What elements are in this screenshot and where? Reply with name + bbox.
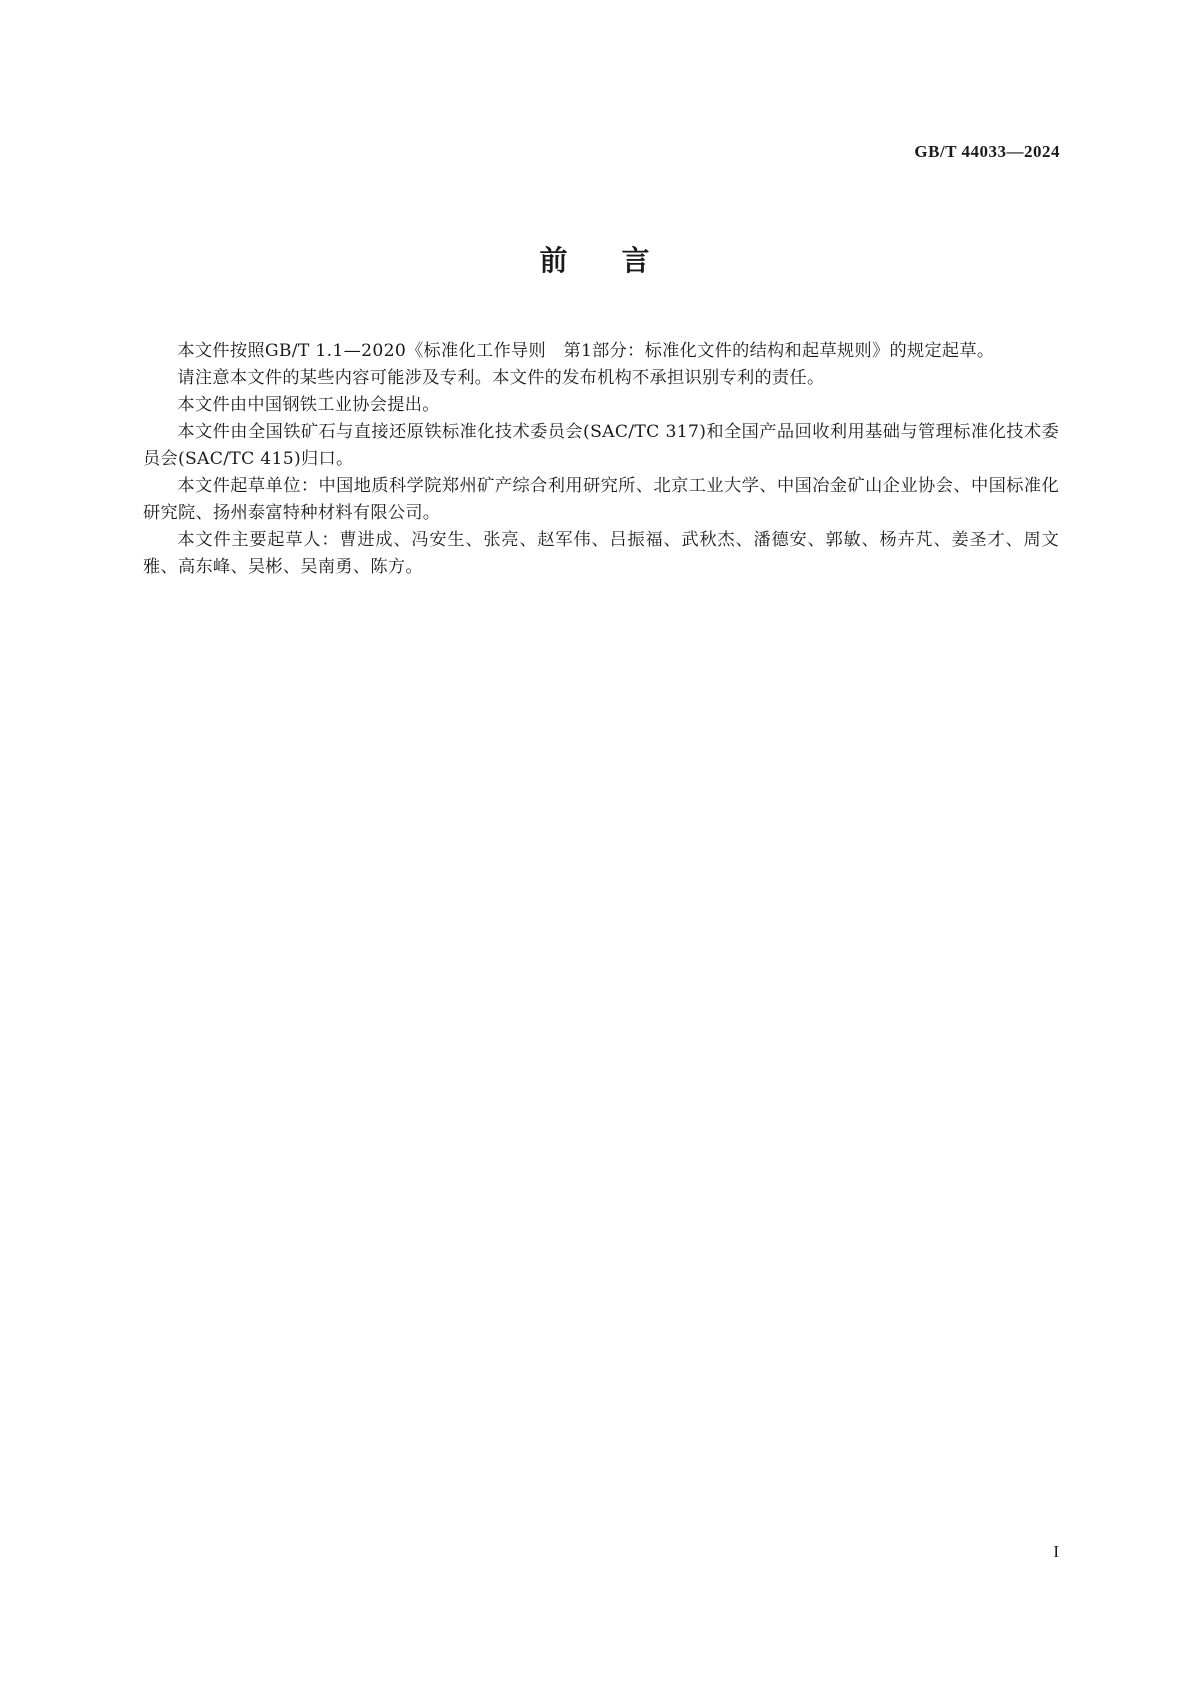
paragraph-proposer: 本文件由中国钢铁工业协会提出。 [177, 395, 440, 415]
foreword-body [143, 338, 1059, 581]
title-char-2: 言 [621, 244, 652, 277]
standard-number: GB/T 44033—2024 [914, 142, 1060, 161]
paragraph-technical-committee: 本文件由全国铁矿石与直接还原铁标准化技术委员会(SAC/TC 317)和全国产品回收利用基础与管理标准化技术委员会(SAC/TC 415)归口。 [143, 422, 1059, 469]
paragraph-patent-notice: 请注意本文件的某些内容可能涉及专利。本文件的发布机构不承担识别专利的责任。 [177, 368, 825, 388]
page-number: I [1053, 1542, 1059, 1561]
paragraph-drafting-units: 本文件起草单位：中国地质科学院郑州矿产综合利用研究所、北京工业大学、中国冶金矿山企业协会、中国标准化研究院、扬州泰富特种材料有限公司。 [143, 476, 1059, 523]
paragraph-drafters: 本文件主要起草人：曹进成、冯安生、张亮、赵军伟、吕振福、武秋杰、潘德安、郭敏、杨卉芃、姜圣才、周文雅、高东峰、吴彬、吴南勇、陈方。 [143, 530, 1059, 577]
page-title [0, 243, 1191, 279]
title-char-1: 前 [539, 244, 570, 277]
paragraph-drafting-rules: 本文件按照GB/T 1.1—2020《标准化工作导则 第1部分：标准化文件的结构和起草规则》的规定起草。 [177, 341, 995, 361]
